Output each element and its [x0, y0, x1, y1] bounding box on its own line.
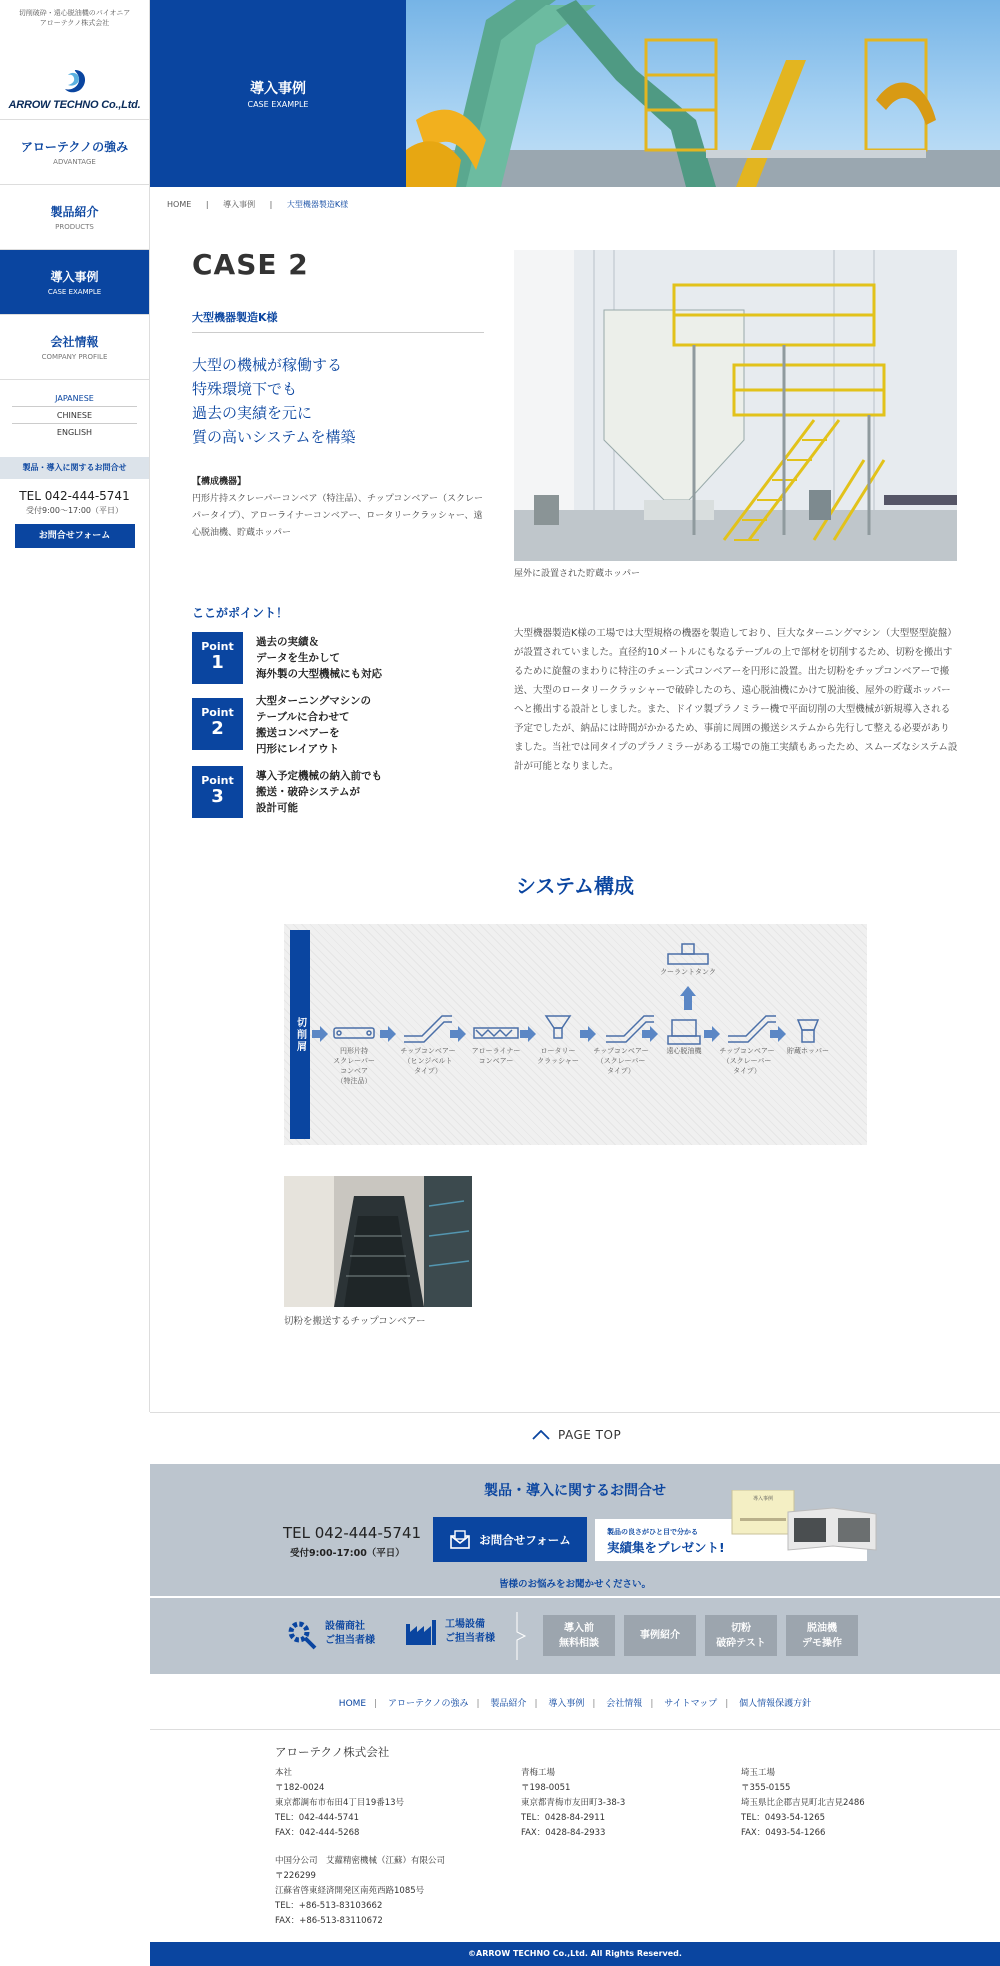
system-item-6: 遠心脱油機 [666, 1047, 702, 1055]
support-factory-equipment[interactable]: 工場設備 ご担当者様 [405, 1618, 495, 1646]
sidebar-tel[interactable]: TEL 042-444-5741 [19, 489, 130, 503]
case-book-image [728, 1490, 878, 1554]
point-badge: Point 3 [192, 766, 243, 818]
hero-photo [406, 0, 1000, 187]
point-text: 導入予定機械の納入前でも 搬送・破砕システムが 設計可能 [256, 770, 382, 814]
sidebar-contact-form-button[interactable]: お問合せフォーム [15, 524, 135, 548]
system-coolant-tank: クーラントタンク [660, 968, 716, 976]
footer-nav: HOME | アローテクノの強み | 製品紹介 | 導入事例 | 会社情報 | サイトマップ | 個人情報保護方針 [338, 1699, 812, 1709]
contact-band [150, 1464, 1000, 1596]
logo-mark-icon [60, 67, 90, 97]
breadcrumb-case-example[interactable]: 導入事例 [223, 200, 256, 209]
mail-icon [449, 1530, 471, 1550]
system-item-3: アローライナー コンベアー [471, 1047, 521, 1065]
contact-note: 皆様のお悩みをお聞かせください。 [498, 1579, 651, 1590]
nav-products[interactable]: 製品紹介 PRODUCTS [0, 185, 149, 250]
office-ome-factory: 青梅工場 〒198-0051 東京都青梅市友田町3-38-3 TEL：0428-84-2911 FAX：0428-84-2933 [521, 1768, 626, 1838]
case-introduction-button[interactable]: 事例紹介 [624, 1615, 696, 1656]
chip-conveyor-caption: 切粉を搬送するチップコンベアー [284, 1316, 426, 1327]
page-top-link[interactable]: PAGE TOP [532, 1428, 621, 1442]
hero-subtitle: CASE EXAMPLE [247, 100, 309, 109]
chip-conveyor-illustration [284, 1176, 472, 1307]
footer-link-privacy[interactable]: 個人情報保護方針 [739, 1699, 812, 1709]
sidebar [0, 0, 150, 1412]
contact-form-button[interactable]: お問合せフォーム [433, 1517, 587, 1562]
divider-bracket [515, 1612, 527, 1660]
footer-link-sitemap[interactable]: サイトマップ [664, 1699, 718, 1709]
point-3 [192, 766, 482, 818]
logo-text: ARROW TECHNO Co.,Ltd. [8, 98, 141, 111]
gear-icon [285, 1618, 317, 1650]
book-title: 導入事例 [752, 1496, 774, 1502]
case-description: 大型機器製造K様の工場では大型規格の機器を製造しており、巨大なターニングマシン（大型竪型旋盤）が設置されていました。直径約10メートルにもなるテーブルの上で部材を切削するため、切粉を搬出するために旋盤のまわりに特注のチェーン式コンベアーを円形に設置。出た切粉をチップコンベアーで搬送、大型のロータリークラッシャーで破砕したのち、遠心脱油機にかけて脱油後、屋外の貯蔵ホッパーへと搬出する設計としました。また、ドイツ製プラノミラー機で平面切削の大型機械が新規導入される予定でしたが、納品には時間がかかるため、事前に周囲の搬送システムから先行して整える必要がありました。当社では同タイプのプラノミラーがある工場での施工実績もあったため、スムーズなシステム設計が可能となりました。 [514, 628, 958, 772]
site-logo[interactable] [0, 58, 149, 120]
nav-advantage[interactable]: アローテクノの強み ADVANTAGE [0, 120, 149, 185]
office-headquarters: 本社 〒182-0024 東京都調布市布田4丁目19番13号 TEL：042-444-5741 FAX：042-444-5268 [275, 1768, 405, 1838]
nav-company-profile[interactable]: 会社情報 COMPANY PROFILE [0, 315, 149, 380]
nav-case-example[interactable]: 導入事例 CASE EXAMPLE [0, 250, 149, 315]
footer-link-products[interactable]: 製品紹介 [490, 1699, 527, 1709]
breadcrumb: HOME | 導入事例 | 大型機器製造K様 [167, 200, 349, 209]
contact-title: 製品・導入に関するお問合せ [484, 1483, 666, 1499]
hopper-photo-caption: 屋外に設置された貯蔵ホッパー [514, 569, 641, 579]
sidebar-hours: 受付9:00〜17:00（平日） [25, 506, 124, 515]
free-consultation-button[interactable]: 導入前 無料相談 [543, 1615, 615, 1656]
office-saitama-factory: 埼玉工場 〒355-0155 埼玉県比企郡吉見町北吉見2486 TEL：0493-54-1265 FAX：0493-54-1266 [741, 1768, 865, 1838]
footer-link-home[interactable]: HOME [338, 1699, 367, 1709]
copyright: ©ARROW TECHNO Co.,Ltd. All Rights Reserved. [150, 1942, 1000, 1966]
crushing-test-button[interactable]: 切粉 破砕テスト [705, 1615, 777, 1656]
case-book-present-banner[interactable]: 製品の良さがひと目で分かる 実績集をプレゼント! [595, 1519, 867, 1561]
points-heading: ここがポイント！ [192, 606, 289, 620]
hero-title-block [150, 0, 406, 187]
lang-chinese[interactable]: CHINESE [12, 407, 137, 424]
system-item-4: ロータリー クラッシャー [537, 1047, 579, 1065]
case-title: CASE 2 [192, 248, 309, 281]
footer-link-advantage[interactable]: アローテクノの強み [388, 1699, 469, 1709]
chip-conveyor-photo [284, 1176, 472, 1307]
site-tagline: 切削破砕・遠心脱油機のパイオニア アローテクノ株式会社 [18, 9, 131, 27]
breadcrumb-current: 大型機器製造K様 [286, 200, 349, 209]
system-item-7: チップコンベアー （スクレーパー タイプ） [719, 1047, 775, 1075]
sidebar-contact-heading: 製品・導入に関するお問合せ [0, 457, 149, 479]
point-badge: Point 1 [192, 632, 243, 684]
point-2 [192, 695, 482, 755]
support-equipment-trader[interactable]: 設備商社 ご担当者様 [285, 1618, 375, 1650]
point-1 [192, 632, 482, 684]
case-catchcopy: 大型の機械が稼働する 特殊環境下でも 過去の実績を元に 質の高いシステムを構築 [192, 356, 356, 446]
demo-operation-button[interactable]: 脱油機 デモ操作 [786, 1615, 858, 1656]
lang-japanese[interactable]: JAPANESE [12, 390, 137, 407]
divider [150, 1412, 1000, 1413]
lang-english[interactable]: ENGLISH [56, 428, 93, 437]
hopper-photo-illustration [514, 250, 957, 561]
case-client: 大型機器製造K様 [192, 309, 484, 333]
company-name: アローテクノ株式会社 [275, 1745, 390, 1759]
divider [150, 1729, 1000, 1730]
point-text: 過去の実績＆ データを生かして 海外製の大型機械にも対応 [256, 636, 382, 680]
system-item-1: 円形片持 スクレーパー コンベア （特注品） [333, 1047, 375, 1085]
contact-tel[interactable]: TEL 042-444-5741 [283, 1524, 422, 1542]
point-text: 大型ターニングマシンの テーブルに合わせて 搬送コンベアーを 円形にレイアウト [256, 695, 372, 755]
point-badge: Point 2 [192, 698, 243, 750]
factory-photo-illustration [406, 0, 1000, 187]
system-flow-illustration [284, 924, 867, 1145]
breadcrumb-home[interactable]: HOME [167, 200, 192, 209]
hero-title: 導入事例 [250, 81, 306, 97]
system-start-label: 切削屑 [290, 930, 310, 1139]
system-title: システム構成 [516, 874, 634, 898]
factory-icon [405, 1618, 437, 1646]
equipment-list: 【構成機器】 円形片持スクレーパーコンベア（特注品）、チップコンベアー（スクレーパータイプ）、アローライナーコンベアー、ロータリークラッシャー、遠心脱油機、貯蔵ホッパー [192, 477, 484, 538]
contact-hours: 受付9:00-17:00（平日） [290, 1548, 405, 1559]
system-item-2: チップコンベアー （ヒンジベルト タイプ） [400, 1047, 456, 1075]
footer-link-company[interactable]: 会社情報 [606, 1699, 643, 1709]
system-item-5: チップコンベアー （スクレーパー タイプ） [593, 1047, 649, 1075]
language-switcher [0, 380, 149, 445]
system-diagram [284, 924, 867, 1145]
footer-link-case[interactable]: 導入事例 [548, 1699, 585, 1709]
hopper-photo [514, 250, 957, 561]
chevron-up-icon [532, 1430, 550, 1440]
office-china: 中国分公司 艾蘿精密機械（江蘇）有限公司 〒226299 江蘇省啓東経済開発区南苑西路1085号 TEL：+86-513-83103662 FAX：+86-513-83110672 [275, 1856, 446, 1926]
support-band [150, 1597, 1000, 1674]
system-item-8: 貯蔵ホッパー [787, 1047, 829, 1055]
